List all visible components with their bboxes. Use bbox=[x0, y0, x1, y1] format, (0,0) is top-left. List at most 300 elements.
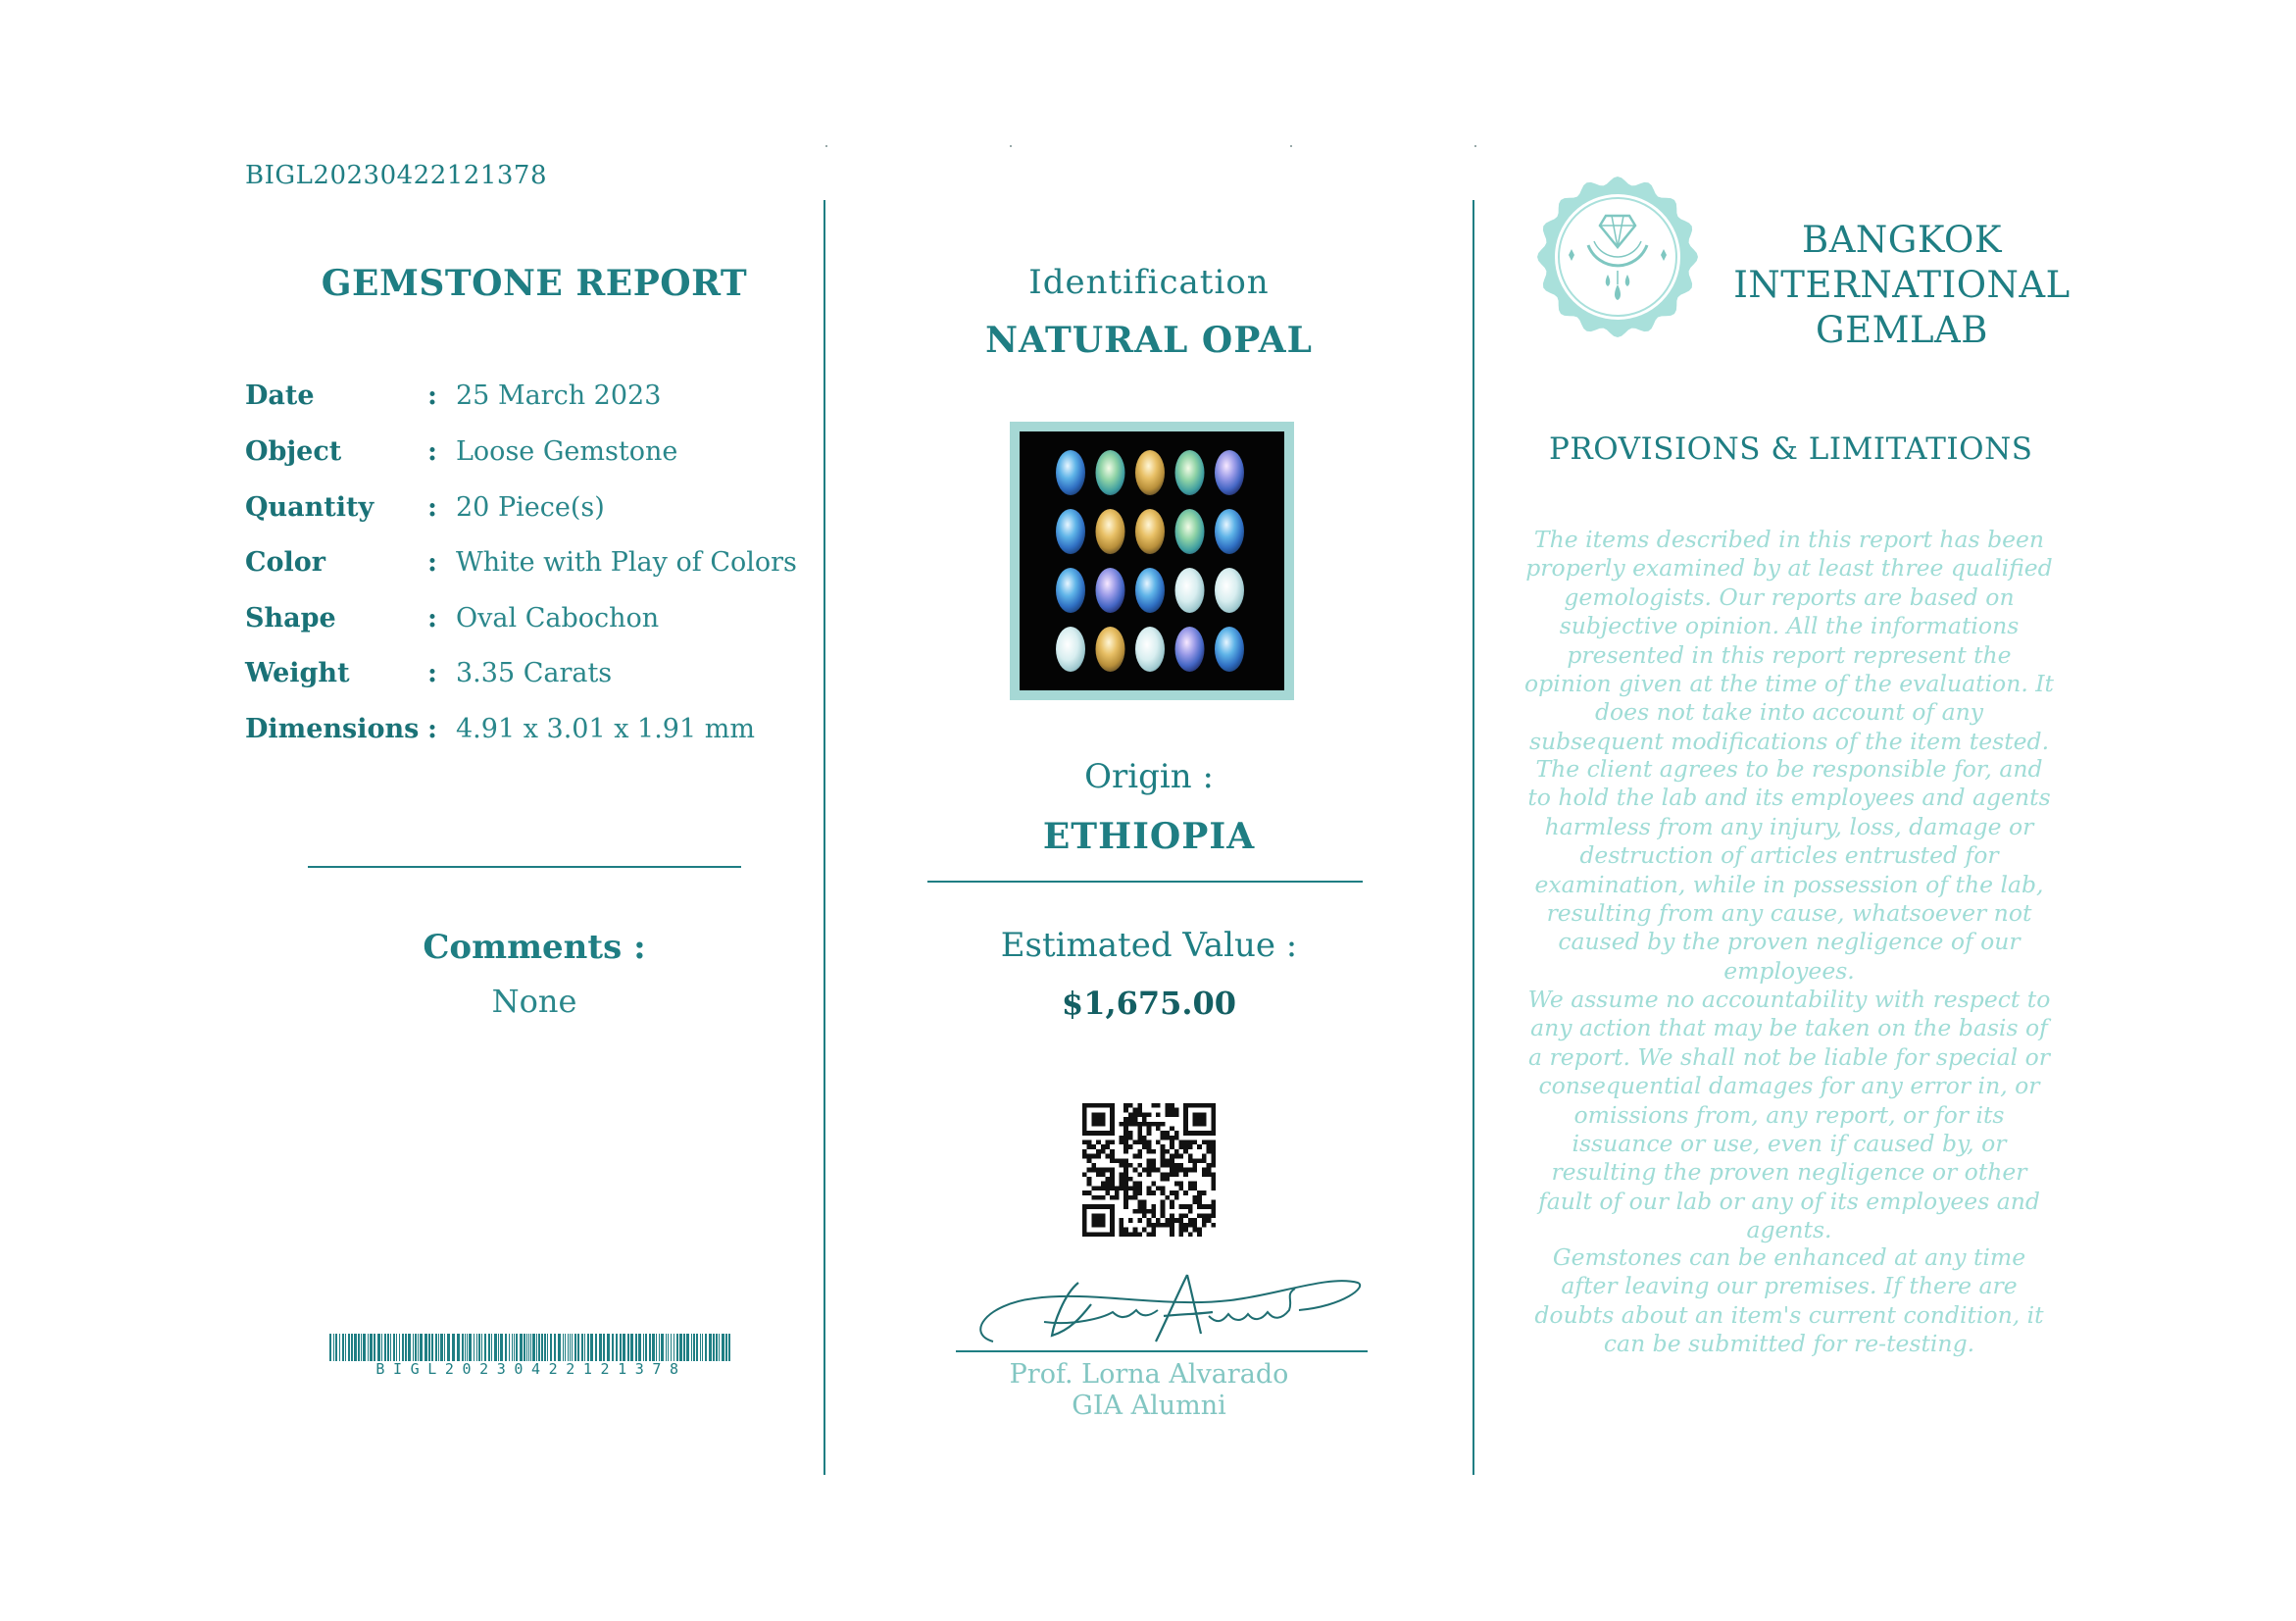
qr-module bbox=[1151, 1158, 1156, 1163]
qr-module bbox=[1123, 1158, 1128, 1163]
qr-module bbox=[1133, 1122, 1138, 1127]
qr-module bbox=[1137, 1136, 1142, 1140]
qr-module bbox=[1142, 1168, 1147, 1173]
qr-module bbox=[1137, 1232, 1142, 1237]
qr-module bbox=[1091, 1195, 1096, 1200]
barcode-bar bbox=[335, 1334, 337, 1361]
qr-module bbox=[1165, 1112, 1170, 1117]
barcode-bar bbox=[467, 1334, 468, 1361]
qr-module bbox=[1178, 1182, 1183, 1187]
crop-mark bbox=[825, 145, 827, 147]
qr-module bbox=[1128, 1232, 1133, 1237]
barcode-bar bbox=[643, 1334, 644, 1361]
qr-module bbox=[1147, 1131, 1152, 1136]
barcode-bar bbox=[620, 1334, 622, 1361]
qr-module bbox=[1170, 1223, 1174, 1228]
qr-module bbox=[1105, 1177, 1110, 1182]
qr-module bbox=[1151, 1103, 1156, 1108]
qr-module bbox=[1211, 1154, 1216, 1159]
qr-code-icon bbox=[1082, 1103, 1216, 1237]
qr-module bbox=[1165, 1108, 1170, 1113]
qr-module bbox=[1188, 1182, 1193, 1187]
qr-module bbox=[1110, 1186, 1115, 1190]
qr-module bbox=[1188, 1154, 1193, 1159]
qr-module bbox=[1147, 1149, 1152, 1154]
qr-module bbox=[1123, 1228, 1128, 1233]
qr-module bbox=[1165, 1218, 1170, 1223]
qr-module bbox=[1147, 1122, 1152, 1127]
estimated-value: $1,675.00 bbox=[1061, 985, 1237, 1022]
qr-module bbox=[1178, 1140, 1183, 1145]
qr-module bbox=[1147, 1209, 1152, 1214]
qr-module bbox=[1087, 1154, 1092, 1159]
qr-module bbox=[1211, 1172, 1216, 1177]
barcode-bar bbox=[627, 1334, 629, 1361]
barcode-bar bbox=[387, 1334, 389, 1361]
qr-module bbox=[1193, 1163, 1198, 1168]
provision-paragraph: The client agrees to be responsible for, and to hold the lab and its employees and agents harmless from any injury, loss, damage or destruction of articles entrusted for examination, while in possession of the lab, resulting from any cause, whatsoever not caused by the proven negligence of our employees. bbox=[1527, 755, 2051, 985]
barcode-bar bbox=[498, 1334, 499, 1361]
qr-module bbox=[1174, 1112, 1179, 1117]
qr-module bbox=[1161, 1158, 1166, 1163]
qr-module bbox=[1147, 1168, 1152, 1173]
qr-module bbox=[1165, 1195, 1170, 1200]
qr-module bbox=[1183, 1214, 1188, 1219]
qr-module bbox=[1147, 1232, 1152, 1237]
barcode-bar bbox=[590, 1334, 593, 1361]
qr-module bbox=[1183, 1168, 1188, 1173]
qr-module bbox=[1087, 1182, 1092, 1187]
qr-module bbox=[1174, 1154, 1179, 1159]
qr-module bbox=[1211, 1182, 1216, 1187]
lab-name-line: BANGKOK bbox=[1802, 219, 2002, 261]
field-label: Dimensions bbox=[245, 714, 420, 744]
barcode-bar bbox=[538, 1334, 540, 1361]
barcode-bar bbox=[607, 1334, 610, 1361]
qr-module bbox=[1170, 1163, 1174, 1168]
opal-stone bbox=[1135, 568, 1165, 613]
qr-module bbox=[1207, 1149, 1212, 1154]
qr-module bbox=[1142, 1214, 1147, 1219]
provision-paragraph: We assume no accountability with respect to any action that may be taken on the basis of a report. We shall not be liable for special or consequential damages for any error in, or omissions from, any report, or for its issuance or use, even if caused by, or resulting the proven negligence or other fault of our lab or any of its employees and agents. bbox=[1527, 986, 2051, 1244]
qr-module bbox=[1151, 1232, 1156, 1237]
qr-module bbox=[1137, 1149, 1142, 1154]
qr-module bbox=[1174, 1190, 1179, 1195]
qr-module bbox=[1211, 1199, 1216, 1204]
barcode-bar bbox=[671, 1334, 672, 1361]
barcode-bar bbox=[399, 1334, 400, 1361]
barcode-bar bbox=[570, 1334, 571, 1361]
qr-module bbox=[1105, 1140, 1110, 1145]
qr-module bbox=[1161, 1186, 1166, 1190]
field-label: Color bbox=[245, 547, 325, 578]
qr-module bbox=[1170, 1218, 1174, 1223]
qr-module bbox=[1183, 1149, 1188, 1154]
qr-module bbox=[1161, 1144, 1166, 1149]
barcode-bar bbox=[363, 1334, 366, 1361]
qr-module bbox=[1096, 1149, 1101, 1154]
qr-module bbox=[1174, 1182, 1179, 1187]
qr-module bbox=[1101, 1182, 1106, 1187]
qr-module bbox=[1123, 1140, 1128, 1145]
qr-module bbox=[1170, 1126, 1174, 1131]
qr-module bbox=[1151, 1223, 1156, 1228]
qr-module bbox=[1142, 1112, 1147, 1117]
barcode-bar bbox=[431, 1334, 433, 1361]
qr-module bbox=[1120, 1186, 1124, 1190]
barcode-bar bbox=[530, 1334, 531, 1361]
qr-module bbox=[1174, 1168, 1179, 1173]
barcode-bar bbox=[405, 1334, 407, 1361]
qr-module bbox=[1156, 1140, 1161, 1145]
qr-finder bbox=[1091, 1112, 1105, 1126]
qr-module bbox=[1082, 1140, 1087, 1145]
qr-module bbox=[1142, 1122, 1147, 1127]
qr-module bbox=[1110, 1177, 1115, 1182]
qr-module bbox=[1133, 1195, 1138, 1200]
qr-module bbox=[1096, 1168, 1101, 1173]
estimated-value-label: Estimated Value : bbox=[1000, 926, 1298, 965]
barcode-bar bbox=[725, 1334, 727, 1361]
provision-paragraph: The items described in this report has been properly examined by at least three qualified gemologists. Our reports are based on subjective opinion. All the informations presented in this report represent the opinion given at the time of the evaluation. It does not take into account of any subsequent modifications of the item tested. bbox=[1524, 526, 2054, 755]
field-separator: : bbox=[427, 603, 437, 633]
field-label: Weight bbox=[245, 658, 350, 688]
qr-module bbox=[1156, 1218, 1161, 1223]
qr-module bbox=[1156, 1122, 1161, 1127]
barcode-bar bbox=[693, 1334, 695, 1361]
barcode-bar bbox=[447, 1334, 450, 1361]
qr-module bbox=[1133, 1108, 1138, 1113]
qr-module bbox=[1165, 1149, 1170, 1154]
opal-stone bbox=[1096, 568, 1125, 613]
signer-name: Prof. Lorna Alvarado bbox=[1009, 1359, 1289, 1390]
qr-module bbox=[1211, 1140, 1216, 1145]
barcode-bar bbox=[413, 1334, 414, 1361]
barcode-bar bbox=[587, 1334, 589, 1361]
field-value: Loose Gemstone bbox=[456, 436, 678, 467]
qr-module bbox=[1165, 1172, 1170, 1177]
qr-module bbox=[1137, 1126, 1142, 1131]
lab-seal-icon bbox=[1537, 177, 1698, 337]
qr-module bbox=[1120, 1223, 1124, 1228]
comments-label: Comments : bbox=[423, 928, 646, 967]
barcode-bar bbox=[484, 1334, 486, 1361]
qr-module bbox=[1087, 1144, 1092, 1149]
qr-module bbox=[1188, 1204, 1193, 1209]
barcode-bar bbox=[599, 1334, 602, 1361]
qr-module bbox=[1197, 1228, 1202, 1233]
qr-module bbox=[1161, 1131, 1166, 1136]
qr-module bbox=[1096, 1172, 1101, 1177]
qr-module bbox=[1165, 1136, 1170, 1140]
qr-module bbox=[1123, 1117, 1128, 1122]
qr-module bbox=[1211, 1209, 1216, 1214]
qr-module bbox=[1123, 1168, 1128, 1173]
qr-module bbox=[1137, 1199, 1142, 1204]
lab-name bbox=[1725, 218, 2078, 353]
qr-module bbox=[1142, 1144, 1147, 1149]
barcode-bar bbox=[719, 1334, 720, 1361]
barcode-bar bbox=[705, 1334, 707, 1361]
barcode-bar bbox=[649, 1334, 651, 1361]
qr-module bbox=[1105, 1182, 1110, 1187]
qr-module bbox=[1120, 1177, 1124, 1182]
qr-module bbox=[1128, 1218, 1133, 1223]
comments-divider bbox=[308, 866, 741, 868]
field-value: White with Play of Colors bbox=[456, 547, 797, 578]
qr-module bbox=[1142, 1228, 1147, 1233]
barcode-bar bbox=[481, 1334, 482, 1361]
opal-stone bbox=[1215, 568, 1244, 613]
qr-module bbox=[1120, 1140, 1124, 1145]
qr-module bbox=[1120, 1136, 1124, 1140]
qr-module bbox=[1082, 1154, 1087, 1159]
qr-module bbox=[1128, 1163, 1133, 1168]
qr-module bbox=[1151, 1163, 1156, 1168]
barcode-bar bbox=[361, 1334, 362, 1361]
qr-module bbox=[1188, 1144, 1193, 1149]
qr-module bbox=[1123, 1186, 1128, 1190]
qr-module bbox=[1188, 1223, 1193, 1228]
qr-module bbox=[1133, 1232, 1138, 1237]
qr-module bbox=[1197, 1195, 1202, 1200]
qr-module bbox=[1161, 1136, 1166, 1140]
qr-module bbox=[1156, 1186, 1161, 1190]
qr-module bbox=[1197, 1190, 1202, 1195]
qr-module bbox=[1137, 1163, 1142, 1168]
qr-module bbox=[1142, 1136, 1147, 1140]
qr-module bbox=[1133, 1228, 1138, 1233]
qr-module bbox=[1193, 1186, 1198, 1190]
barcode-bar bbox=[418, 1334, 419, 1361]
qr-module bbox=[1183, 1204, 1188, 1209]
qr-module bbox=[1110, 1195, 1115, 1200]
barcode-bar bbox=[424, 1334, 427, 1361]
barcode-bar bbox=[469, 1334, 472, 1361]
qr-module bbox=[1174, 1172, 1179, 1177]
barcode-bar bbox=[494, 1334, 497, 1361]
qr-module bbox=[1197, 1232, 1202, 1237]
qr-module bbox=[1105, 1144, 1110, 1149]
qr-module bbox=[1120, 1232, 1124, 1237]
qr-module bbox=[1197, 1158, 1202, 1163]
qr-module bbox=[1211, 1186, 1216, 1190]
qr-module bbox=[1211, 1163, 1216, 1168]
comments-value: None bbox=[491, 983, 577, 1020]
qr-module bbox=[1197, 1214, 1202, 1219]
barcode-bar bbox=[342, 1334, 344, 1361]
qr-module bbox=[1202, 1154, 1207, 1159]
qr-module bbox=[1207, 1214, 1212, 1219]
qr-module bbox=[1170, 1140, 1174, 1145]
barcode-bar bbox=[351, 1334, 353, 1361]
barcode-bar bbox=[435, 1334, 437, 1361]
qr-module bbox=[1115, 1186, 1120, 1190]
qr-module bbox=[1133, 1209, 1138, 1214]
opal-stone bbox=[1215, 450, 1244, 495]
qr-module bbox=[1110, 1182, 1115, 1187]
qr-module bbox=[1137, 1140, 1142, 1145]
qr-module bbox=[1193, 1140, 1198, 1145]
qr-module bbox=[1120, 1218, 1124, 1223]
barcode-bar bbox=[661, 1334, 664, 1361]
qr-module bbox=[1128, 1103, 1133, 1108]
qr-module bbox=[1165, 1131, 1170, 1136]
qr-module bbox=[1151, 1122, 1156, 1127]
qr-module bbox=[1170, 1108, 1174, 1113]
qr-module bbox=[1207, 1172, 1212, 1177]
qr-module bbox=[1147, 1140, 1152, 1145]
qr-module bbox=[1161, 1122, 1166, 1127]
qr-module bbox=[1082, 1172, 1087, 1177]
qr-module bbox=[1207, 1218, 1212, 1223]
barcode-bar bbox=[408, 1334, 411, 1361]
qr-module bbox=[1174, 1218, 1179, 1223]
barcode-bar bbox=[420, 1334, 423, 1361]
qr-module bbox=[1091, 1144, 1096, 1149]
field-separator: : bbox=[427, 436, 437, 467]
qr-module bbox=[1211, 1177, 1216, 1182]
opal-stone bbox=[1135, 627, 1165, 672]
qr-module bbox=[1170, 1103, 1174, 1108]
qr-module bbox=[1174, 1136, 1179, 1140]
qr-module bbox=[1082, 1190, 1087, 1195]
qr-module bbox=[1170, 1172, 1174, 1177]
qr-module bbox=[1183, 1172, 1188, 1177]
barcode-bar bbox=[377, 1334, 380, 1361]
barcode-bar bbox=[532, 1334, 535, 1361]
qr-module bbox=[1170, 1232, 1174, 1237]
barcode-bar bbox=[713, 1334, 715, 1361]
qr-module bbox=[1120, 1158, 1124, 1163]
opal-stone bbox=[1056, 450, 1085, 495]
qr-module bbox=[1207, 1204, 1212, 1209]
qr-module bbox=[1207, 1163, 1212, 1168]
qr-module bbox=[1193, 1168, 1198, 1173]
qr-module bbox=[1151, 1149, 1156, 1154]
qr-module bbox=[1123, 1172, 1128, 1177]
qr-module bbox=[1197, 1204, 1202, 1209]
qr-module bbox=[1202, 1168, 1207, 1173]
qr-module bbox=[1151, 1228, 1156, 1233]
qr-module bbox=[1202, 1172, 1207, 1177]
qr-module bbox=[1211, 1149, 1216, 1154]
qr-module bbox=[1123, 1136, 1128, 1140]
qr-module bbox=[1123, 1122, 1128, 1127]
qr-module bbox=[1193, 1195, 1198, 1200]
barcode-bar bbox=[381, 1334, 382, 1361]
qr-module bbox=[1137, 1209, 1142, 1214]
qr-module bbox=[1142, 1117, 1147, 1122]
qr-module bbox=[1087, 1177, 1092, 1182]
barcode-bar bbox=[668, 1334, 669, 1361]
qr-module bbox=[1211, 1214, 1216, 1219]
barcode-bar bbox=[516, 1334, 518, 1361]
qr-module bbox=[1202, 1204, 1207, 1209]
qr-module bbox=[1161, 1214, 1166, 1219]
barcode-bar bbox=[696, 1334, 698, 1361]
barcode-bar bbox=[686, 1334, 689, 1361]
qr-module bbox=[1174, 1149, 1179, 1154]
qr-module bbox=[1161, 1209, 1166, 1214]
barcode-bar bbox=[638, 1334, 641, 1361]
qr-module bbox=[1091, 1163, 1096, 1168]
qr-module bbox=[1123, 1232, 1128, 1237]
opal-stone bbox=[1175, 568, 1205, 613]
barcode-bar bbox=[329, 1334, 331, 1361]
qr-module bbox=[1188, 1168, 1193, 1173]
qr-module bbox=[1110, 1154, 1115, 1159]
barcode-bar bbox=[645, 1334, 647, 1361]
barcode-bar bbox=[488, 1334, 490, 1361]
qr-module bbox=[1123, 1103, 1128, 1108]
qr-module bbox=[1128, 1186, 1133, 1190]
qr-module bbox=[1188, 1140, 1193, 1145]
qr-module bbox=[1188, 1232, 1193, 1237]
qr-module bbox=[1087, 1168, 1092, 1173]
qr-module bbox=[1197, 1144, 1202, 1149]
qr-module bbox=[1115, 1190, 1120, 1195]
qr-module bbox=[1165, 1177, 1170, 1182]
barcode-bar bbox=[465, 1334, 466, 1361]
qr-module bbox=[1178, 1228, 1183, 1233]
qr-module bbox=[1207, 1144, 1212, 1149]
qr-module bbox=[1147, 1112, 1152, 1117]
qr-module bbox=[1151, 1168, 1156, 1173]
field-separator: : bbox=[427, 658, 437, 688]
qr-module bbox=[1082, 1149, 1087, 1154]
opal-stone bbox=[1096, 450, 1125, 495]
qr-module bbox=[1151, 1209, 1156, 1214]
qr-module bbox=[1123, 1182, 1128, 1187]
qr-module bbox=[1142, 1204, 1147, 1209]
qr-module bbox=[1161, 1163, 1166, 1168]
qr-module bbox=[1193, 1158, 1198, 1163]
qr-module bbox=[1165, 1223, 1170, 1228]
qr-module bbox=[1178, 1218, 1183, 1223]
qr-module bbox=[1161, 1199, 1166, 1204]
qr-module bbox=[1151, 1190, 1156, 1195]
qr-module bbox=[1142, 1209, 1147, 1214]
qr-module bbox=[1147, 1126, 1152, 1131]
qr-module bbox=[1137, 1190, 1142, 1195]
qr-module bbox=[1170, 1112, 1174, 1117]
barcode-bar bbox=[476, 1334, 477, 1361]
provision-paragraph: Gemstones can be enhanced at any time after leaving our premises. If there are doubts about an item's current condition, it can be submitted for re-testing. bbox=[1534, 1243, 2044, 1358]
qr-module bbox=[1120, 1122, 1124, 1127]
qr-module bbox=[1161, 1204, 1166, 1209]
barcode-bar bbox=[491, 1334, 492, 1361]
qr-module bbox=[1137, 1182, 1142, 1187]
qr-module bbox=[1091, 1154, 1096, 1159]
opal-stone bbox=[1215, 627, 1244, 672]
gemstone-photo-image bbox=[1020, 431, 1284, 690]
qr-module bbox=[1183, 1223, 1188, 1228]
barcode-bar bbox=[550, 1334, 552, 1361]
qr-module bbox=[1174, 1163, 1179, 1168]
qr-module bbox=[1188, 1186, 1193, 1190]
qr-module bbox=[1202, 1190, 1207, 1195]
opal-stone bbox=[1215, 509, 1244, 554]
signature-icon bbox=[956, 1265, 1368, 1355]
qr-module bbox=[1156, 1112, 1161, 1117]
qr-module bbox=[1211, 1144, 1216, 1149]
barcode-bar bbox=[457, 1334, 460, 1361]
qr-module bbox=[1123, 1108, 1128, 1113]
qr-module bbox=[1133, 1140, 1138, 1145]
qr-module bbox=[1170, 1214, 1174, 1219]
opal-stone bbox=[1135, 450, 1165, 495]
